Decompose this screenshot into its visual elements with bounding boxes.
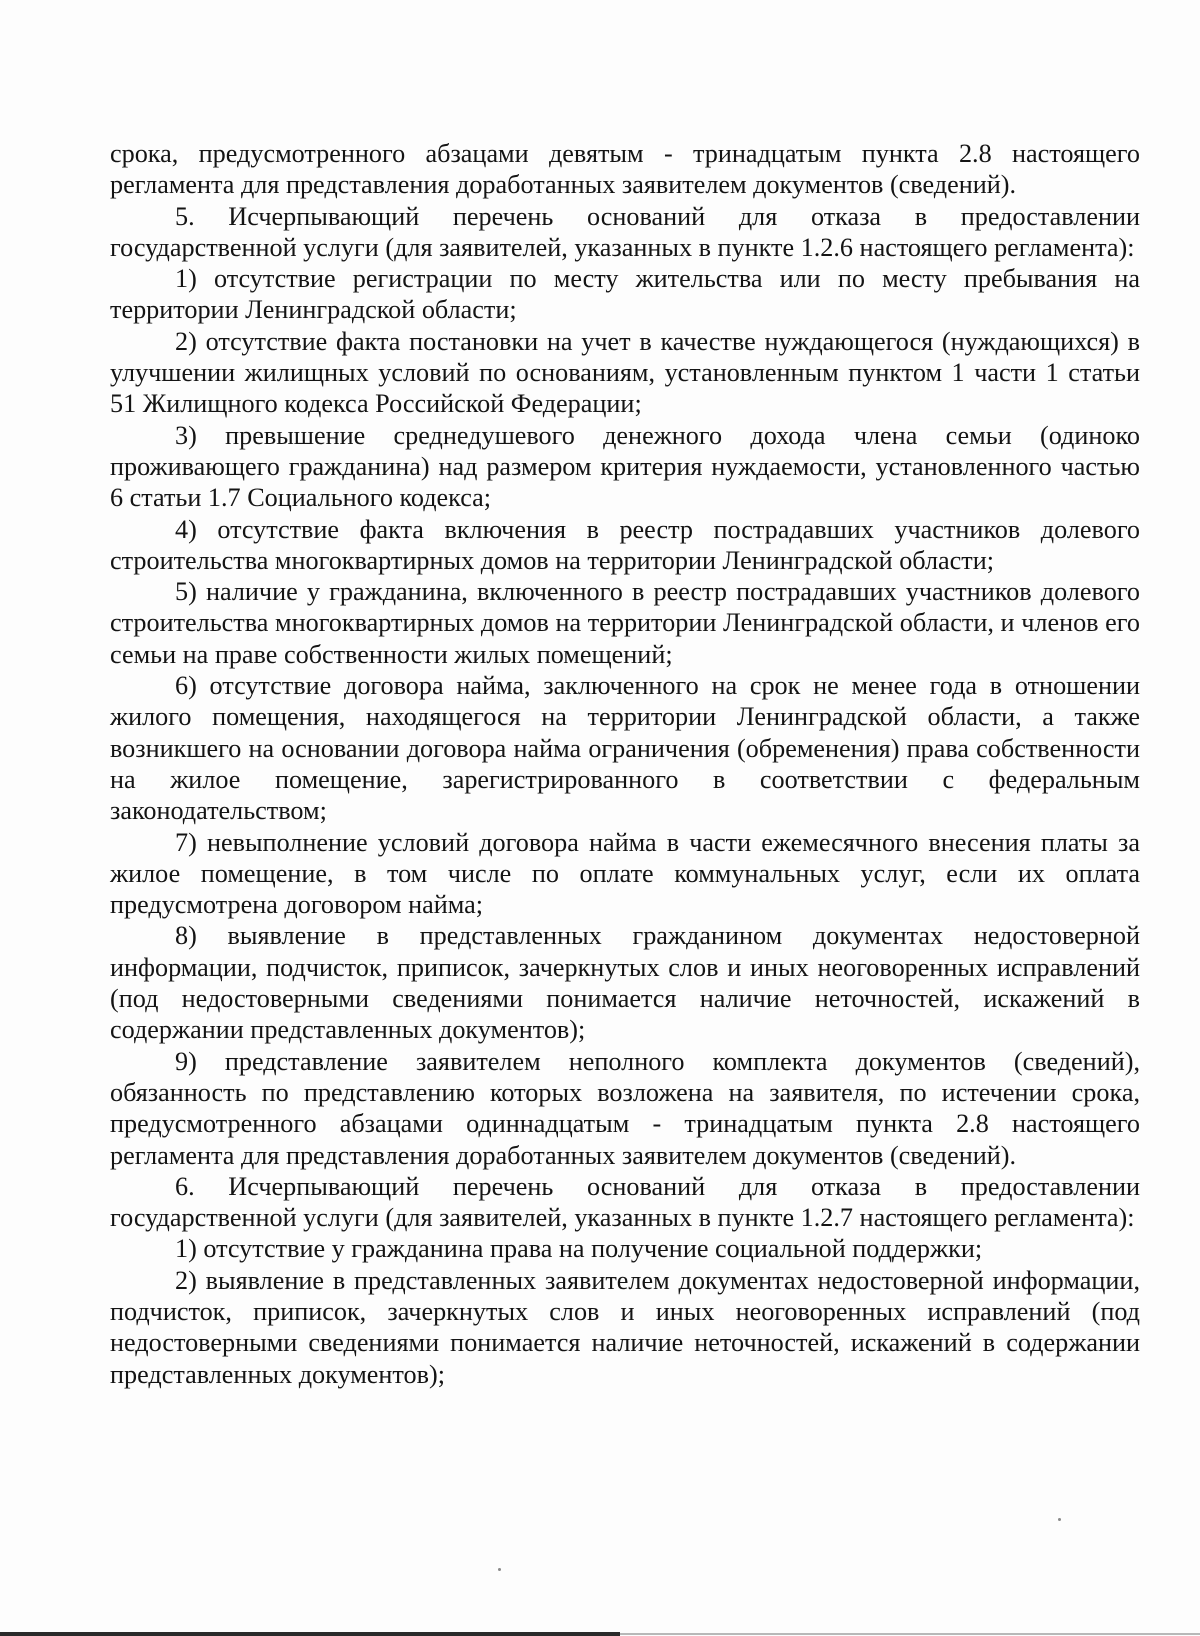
scan-bottom-edge <box>0 1632 620 1636</box>
paragraph-item: 3) превышение среднедушевого денежного дохода члена семьи (одиноко проживающего гражданина) над размером критерия нуждаемости, установленного частью 6 статьи 1.7 Социального кодекса; <box>110 420 1140 513</box>
paragraph-section-6-heading: 6. Исчерпывающий перечень оснований для отказа в предоставлении государственной услуги (для заявителей, указанных в пункте 1.2.7 настоящего регламента): <box>110 1171 1140 1233</box>
paragraph-section-5-heading: 5. Исчерпывающий перечень оснований для отказа в предоставлении государственной услуги (для заявителей, указанных в пункте 1.2.6 настоящего регламента): <box>110 201 1140 262</box>
paragraph-item: 9) представление заявителем неполного комплекта документов (сведений), обязанность по представлению которых возложена на заявителя, по истечении срока, предусмотренного абзацами одиннадцатым - тринадцатым пункта 2.8 настоящего регламента для представления доработанных заявителем документов (сведений). <box>110 1046 1140 1170</box>
paragraph-item: 7) невыполнение условий договора найма в части ежемесячного внесения платы за жилое помещение, в том числе по оплате коммунальных услуг, если их оплата предусмотрена договором найма; <box>110 827 1140 920</box>
paragraph-continuation: срока, предусмотренного абзацами девятым - тринадцатым пункта 2.8 настоящего регламента для представления доработанных заявителем документов (сведений). <box>110 139 1140 200</box>
document-body <box>110 138 1140 1390</box>
scan-bottom-edge-tail <box>620 1633 1200 1635</box>
paragraph-item: 1) отсутствие регистрации по месту жительства или по месту пребывания на территории Ленинградской области; <box>110 264 1140 325</box>
paragraph-item: 2) отсутствие факта постановки на учет в качестве нуждающегося (нуждающихся) в улучшении жилищных условий по основаниям, установленным пунктом 1 части 1 статьи 51 Жилищного кодекса Российской Федерации; <box>110 326 1140 419</box>
scan-speck <box>1058 1518 1061 1521</box>
paragraph-item: 6) отсутствие договора найма, заключенного на срок не менее года в отношении жилого помещения, находящегося на территории Ленинградской области, а также возникшего на основании договора найма ограничения (обременения) права собственности на жилое помещение, зарегистрированного в соответствии с федеральным законодательством; <box>110 671 1140 826</box>
paragraph-item: 1) отсутствие у гражданина права на получение социальной поддержки; <box>175 1234 983 1264</box>
paragraph-item: 2) выявление в представленных заявителем документах недостоверной информации, подчисток, приписок, зачеркнутых слов и иных неоговоренных исправлений (под недостоверными сведениями понимается наличие неточностей, искажений в содержании представленных документов); <box>110 1265 1140 1389</box>
paragraph-item: 4) отсутствие факта включения в реестр пострадавших участников долевого строительства многоквартирных домов на территории Ленинградской области; <box>110 514 1140 575</box>
paragraph-item: 5) наличие у гражданина, включенного в реестр пострадавших участников долевого строительства многоквартирных домов на территории Ленинградской области, и членов его семьи на праве собственности жилых помещений; <box>110 577 1140 669</box>
scan-speck <box>498 1568 501 1571</box>
paragraph-item: 8) выявление в представленных гражданином документах недостоверной информации, подчисток, приписок, зачеркнутых слов и иных неоговоренных исправлений (под недостоверными сведениями понимается наличие неточностей, искажений в содержании представленных документов); <box>110 921 1140 1045</box>
